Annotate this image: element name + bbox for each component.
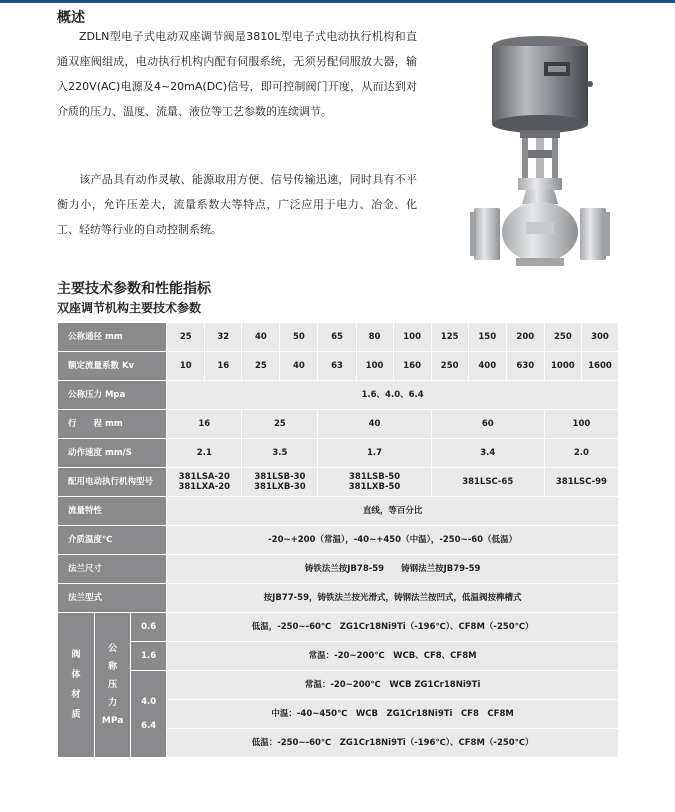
overview-title: 概述 (57, 10, 85, 26)
row-nominal-diameter (58, 323, 619, 352)
row-flange-size (58, 555, 619, 584)
cell: 16 (205, 352, 242, 381)
cell: 32 (205, 323, 242, 352)
pressure-char: MPa (101, 716, 124, 726)
cell: 150 (468, 323, 506, 352)
cell-line: 381LXB-50 (348, 482, 401, 492)
cell: 40 (242, 323, 280, 352)
pressure-value: 0.6 (131, 613, 167, 642)
row-label: 行 程 mm (58, 410, 167, 439)
cell-line: 381LSB-50 (348, 472, 401, 482)
material-char: 材 (71, 690, 81, 700)
cell-line: 381LXB-30 (254, 482, 306, 492)
row-actuator-model (58, 468, 619, 497)
spec-table (57, 322, 619, 758)
overview-paragraph-1-text: ZDLN型电子式电动双座调节阀是3810L型电子式电动执行机构和直通双座阀组成，电动执行机构内配有伺服系统，无须另配伺服放大器，输入220V(AC)电源及4~20mA(DC)信号，即可控制阀门开度，从而达到对介质的压力、温度、流量、液位等工艺参数的连续调节。 (57, 30, 417, 118)
cell: 50 (280, 323, 318, 352)
params-subtitle: 双座调节机构主要技术参数 (57, 301, 202, 315)
row-material-1 (58, 613, 619, 642)
cell: 直线，等百分比 (167, 497, 619, 526)
cell: 250 (431, 352, 468, 381)
pressure-char: 压 (108, 680, 118, 690)
cell-line: 381LXA-20 (178, 482, 231, 492)
pressure-char: 公 (108, 644, 118, 654)
cell: 10 (167, 352, 205, 381)
row-label: 额定流量系数 Kv (58, 352, 167, 381)
cell-line: 381LSA-20 (178, 472, 230, 482)
pressure-value (131, 671, 167, 758)
cell: 125 (431, 323, 468, 352)
cell: 25 (242, 352, 280, 381)
overview-paragraph-2 (57, 167, 417, 242)
row-label: 配用电动执行机构型号 (58, 468, 167, 497)
cell (167, 468, 242, 497)
cell: 铸铁法兰按JB78-59 铸钢法兰按JB79-59 (167, 555, 619, 584)
material-char: 体 (71, 670, 81, 680)
cell: 中温：-40~450℃ WCB ZG1Cr18Ni9Ti CF8 CF8M (167, 700, 619, 729)
cell: 40 (318, 410, 431, 439)
cell: 2.0 (544, 439, 618, 468)
row-label: 动作速度 mm/S (58, 439, 167, 468)
cell: 400 (468, 352, 506, 381)
top-rule (0, 0, 675, 3)
pressure-value-text: 6.4 (141, 721, 157, 731)
pressure-char: 力 (108, 698, 118, 708)
cell: 300 (581, 323, 618, 352)
row-flow-coefficient (58, 352, 619, 381)
row-flange-type (58, 584, 619, 613)
cell: 100 (544, 410, 618, 439)
pressure-header (95, 613, 131, 758)
cell: 250 (544, 323, 581, 352)
pressure-value: 1.6 (131, 642, 167, 671)
pressure-char: 称 (108, 662, 118, 672)
cell: 381LSC-65 (431, 468, 544, 497)
overview-paragraph-1 (57, 24, 417, 124)
row-flow-characteristic (58, 497, 619, 526)
overview-paragraph-2-text: 该产品具有动作灵敏、能源取用方便、信号传输迅速，同时具有不平衡力小，允许压差大，流量系数大等特点，广泛应用于电力、冶金、化工、轻纺等行业的自动控制系统。 (57, 173, 417, 236)
row-label: 流量特性 (58, 497, 167, 526)
row-material-2 (58, 642, 619, 671)
cell: 常温：-20~200℃ WCB、CF8、CF8M (167, 642, 619, 671)
cell: 80 (356, 323, 393, 352)
cell: 381LSC-99 (544, 468, 618, 497)
cell: -20~+200（常温），-40~+450（中温），-250~-60（低温） (167, 526, 619, 555)
cell: 25 (167, 323, 205, 352)
material-header (58, 613, 95, 758)
row-label: 介质温度℃ (58, 526, 167, 555)
row-nominal-pressure (58, 381, 619, 410)
row-stroke (58, 410, 619, 439)
pressure-value-text: 4.0 (141, 697, 157, 707)
cell: 100 (393, 323, 431, 352)
cell: 低温：-250~-60℃ ZG1Cr18Ni9Ti（-196℃）、CF8M（-250℃） (167, 729, 619, 758)
params-title: 主要技术参数和性能指标 (57, 281, 211, 297)
cell: 1.7 (318, 439, 431, 468)
cell: 1600 (581, 352, 618, 381)
cell-line: 381LSB-30 (254, 472, 306, 482)
cell: 100 (356, 352, 393, 381)
row-medium-temperature (58, 526, 619, 555)
cell: 常温：-20~200℃ WCB ZG1Cr18Ni9Ti (167, 671, 619, 700)
row-label: 法兰型式 (58, 584, 167, 613)
cell: 1.6、4.0、6.4 (167, 381, 619, 410)
valve-product-image (470, 32, 610, 272)
material-char: 质 (71, 710, 81, 720)
row-material-3 (58, 671, 619, 700)
cell: 低温，-250~-60℃ ZG1Cr18Ni9Ti（-196℃）、CF8M（-250℃） (167, 613, 619, 642)
cell (242, 468, 318, 497)
cell: 65 (318, 323, 356, 352)
cell: 2.1 (167, 439, 242, 468)
row-label: 法兰尺寸 (58, 555, 167, 584)
cell: 40 (280, 352, 318, 381)
cell: 按JB77-59，铸铁法兰按光滑式，铸钢法兰按凹式，低温阀按榫槽式 (167, 584, 619, 613)
cell: 160 (393, 352, 431, 381)
cell: 16 (167, 410, 242, 439)
cell: 200 (506, 323, 544, 352)
cell (318, 468, 431, 497)
row-label: 公称压力 Mpa (58, 381, 167, 410)
cell: 630 (506, 352, 544, 381)
cell: 60 (431, 410, 544, 439)
cell: 3.4 (431, 439, 544, 468)
cell: 3.5 (242, 439, 318, 468)
row-speed (58, 439, 619, 468)
material-char: 阀 (71, 650, 81, 660)
cell: 25 (242, 410, 318, 439)
cell: 1000 (544, 352, 581, 381)
row-label: 公称通径 mm (58, 323, 167, 352)
cell: 63 (318, 352, 356, 381)
